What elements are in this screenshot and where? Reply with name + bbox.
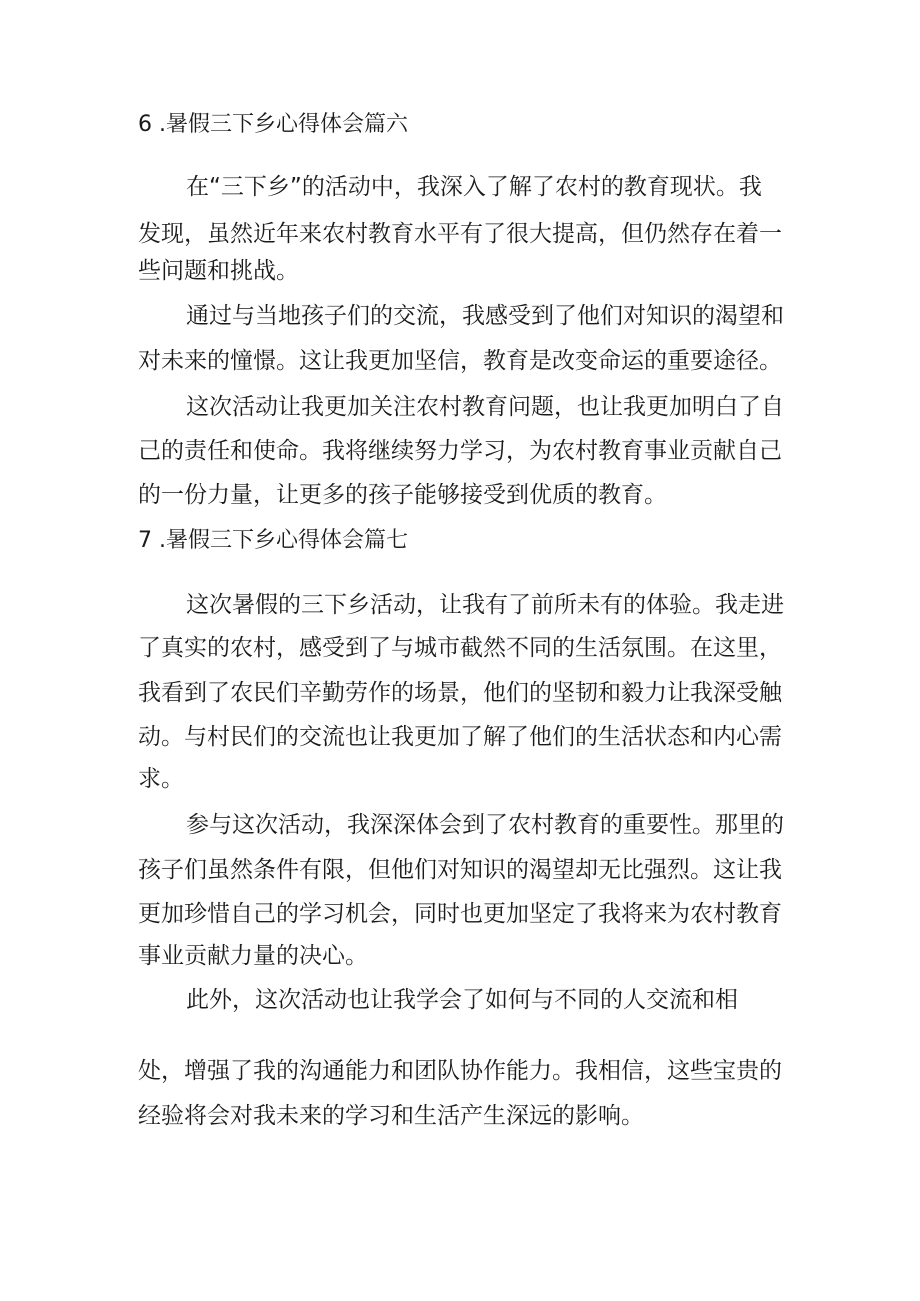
paragraph-line: 发现，虽然近年来农村教育水平有了很大提高，但仍然存在着一 xyxy=(138,221,782,247)
section-heading: 6 .暑假三下乡心得体会篇六 xyxy=(138,112,408,137)
paragraph-line: 孩子们虽然条件有限，但他们对知识的渴望却无比强烈。这让我 xyxy=(138,857,782,883)
paragraph-line: 己的责任和使命。我将继续努力学习，为农村教育事业贡献自己 xyxy=(138,438,782,464)
paragraph-line: 我看到了农民们辛勤劳作的场景，他们的坚韧和毅力让我深受触 xyxy=(138,680,782,706)
paragraph-line: 动。与村民们的交流也让我更加了解了他们的生活状态和内心需 xyxy=(138,724,782,750)
paragraph-line: 了真实的农村，感受到了与城市截然不同的生活氛围。在这里， xyxy=(138,635,782,661)
paragraph-line: 处，增强了我的沟通能力和团队协作能力。我相信，这些宝贵的 xyxy=(138,1058,782,1084)
paragraph-line: 这次活动让我更加关注农村教育问题，也让我更加明白了自 xyxy=(186,394,784,420)
paragraph-line: 求。 xyxy=(138,766,184,792)
paragraph-line: 此外，这次活动也让我学会了如何与不同的人交流和相 xyxy=(186,987,738,1013)
paragraph-line: 通过与当地孩子们的交流，我感受到了他们对知识的渴望和 xyxy=(186,303,784,329)
paragraph-line: 事业贡献力量的决心。 xyxy=(138,943,368,969)
paragraph-line: 更加珍惜自己的学习机会，同时也更加坚定了我将来为农村教育 xyxy=(138,901,782,927)
paragraph-line: 些问题和挑战。 xyxy=(138,258,299,284)
paragraph-line: 参与这次活动，我深深体会到了农村教育的重要性。那里的 xyxy=(186,812,784,838)
paragraph-line: 经验将会对我未来的学习和生活产生深远的影响。 xyxy=(138,1103,644,1129)
paragraph-line: 这次暑假的三下乡活动，让我有了前所未有的体验。我走进 xyxy=(186,592,784,618)
paragraph-line: 的一份力量，让更多的孩子能够接受到优质的教育。 xyxy=(138,482,667,508)
paragraph-line: 对未来的憧憬。这让我更加坚信，教育是改变命运的重要途径。 xyxy=(138,348,782,374)
paragraph-line: 在“三下乡”的活动中，我深入了解了农村的教育现状。我 xyxy=(186,174,762,200)
section-heading: 7 .暑假三下乡心得体会篇七 xyxy=(138,528,408,553)
